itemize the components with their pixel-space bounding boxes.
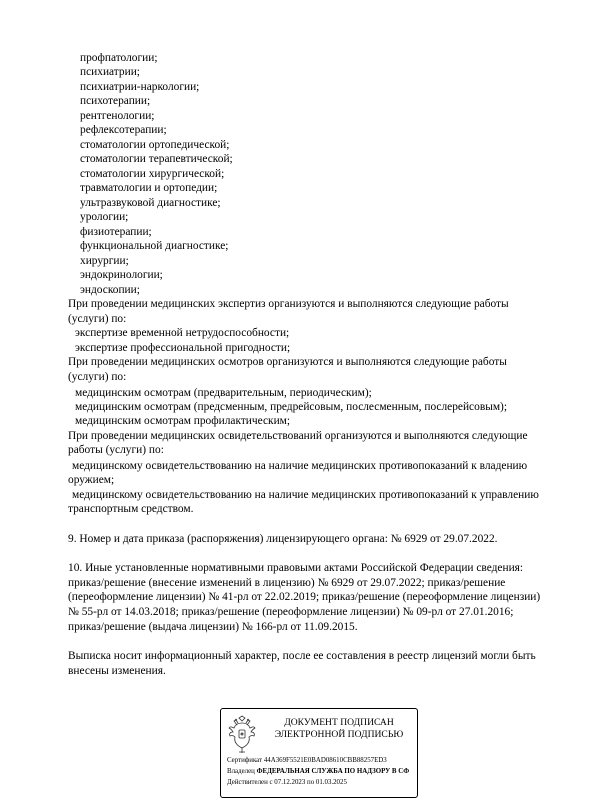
electronic-signature-stamp xyxy=(220,708,418,798)
list-item: физиотерапии; xyxy=(80,226,152,238)
disclaimer-line: внесены изменения. xyxy=(68,665,166,677)
list-item: профпатологии; xyxy=(80,52,158,64)
list-item: стоматологии ортопедической; xyxy=(80,139,230,151)
list-item: медицинским осмотрам (предсменным, предрейсовым, послесменным, послерейсовым); xyxy=(75,401,508,413)
section-9: 9. Номер и дата приказа (распоряжения) лицензирующего органа: № 6929 от 29.07.2022. xyxy=(68,533,498,545)
list-item: стоматологии хирургической; xyxy=(80,168,225,180)
list-item: экспертизе временной нетрудоспособности; xyxy=(75,327,290,339)
expertise-intro-line: (услуги) по: xyxy=(68,313,127,325)
list-item-continuation: оружием; xyxy=(68,474,115,486)
list-item: психиатрии; xyxy=(80,66,140,78)
list-item: функциональной диагностике; xyxy=(80,240,229,252)
list-item: рентгенологии; xyxy=(80,110,155,122)
stamp-title: ДОКУМЕНТ ПОДПИСАН ЭЛЕКТРОННОЙ ПОДПИСЬЮ xyxy=(274,717,404,740)
list-item: медицинскому освидетельствованию на наличие медицинских противопоказаний к владению xyxy=(72,460,528,472)
section-10-line: приказ/решение (внесение изменений в лицензию) № 6929 от 29.07.2022; приказ/решение xyxy=(68,577,506,589)
stamp-validity: Действителен с 07.12.2023 по 01.03.2025 xyxy=(227,779,347,786)
list-item: рефлексотерапии; xyxy=(80,124,167,136)
list-item: стоматологии терапевтической; xyxy=(80,153,233,165)
section-10-line: 10. Иные установленные нормативными правовыми актами Российской Федерации сведения: xyxy=(68,562,524,574)
exams-intro-line: При проведении медицинских осмотров организуются и выполняются следующие работы xyxy=(68,356,507,368)
list-item: хирургии; xyxy=(80,255,129,267)
double-headed-eagle-emblem-icon xyxy=(227,715,257,755)
list-item: психотерапии; xyxy=(80,95,151,107)
stamp-certificate: Сертификат 44A369F5521E0BAD08610CBB88257ED3 xyxy=(227,757,387,764)
expertise-intro-line: При проведении медицинских экспертиз организуются и выполняются следующие работы xyxy=(68,298,509,310)
list-item: травматологии и ортопедии; xyxy=(80,182,218,194)
exams-intro-line: (услуги) по: xyxy=(68,371,127,383)
certification-intro-line: При проведении медицинских освидетельствований организуются и выполняются следующие xyxy=(68,430,528,442)
list-item: эндокринологии; xyxy=(80,269,163,281)
list-item-continuation: транспортным средством. xyxy=(68,503,194,515)
list-item: медицинскому освидетельствованию на наличие медицинских противопоказаний к управлению xyxy=(72,489,539,501)
list-item: медицинским осмотрам (предварительным, периодическим); xyxy=(75,387,372,399)
stamp-owner: Владелец ФЕДЕРАЛЬНАЯ СЛУЖБА ПО НАДЗОРУ В СФ xyxy=(227,768,410,775)
list-item: экспертизе профессиональной пригодности; xyxy=(75,342,291,354)
disclaimer-line: Выписка носит информационный характер, после ее составления в реестр лицензий могли быть xyxy=(68,650,536,662)
list-item: урологии; xyxy=(80,211,129,223)
section-10-line: № 55-рл от 14.03.2018; приказ/решение (переоформление лицензии) № 09-рл от 27.01.2016; xyxy=(68,606,514,618)
section-10-line: приказ/решение (выдача лицензии) № 166-рл от 11.09.2015. xyxy=(68,621,358,633)
list-item: ультразвуковой диагностике; xyxy=(80,197,221,209)
section-10-line: (переоформление лицензии) № 41-рл от 22.02.2019; приказ/решение (переоформление лицензии) xyxy=(68,591,541,603)
list-item: медицинским осмотрам профилактическим; xyxy=(75,415,291,427)
list-item: психиатрии-наркологии; xyxy=(80,81,200,93)
certification-intro-line: работы (услуги) по: xyxy=(68,444,164,456)
list-item: эндоскопии; xyxy=(80,284,140,296)
